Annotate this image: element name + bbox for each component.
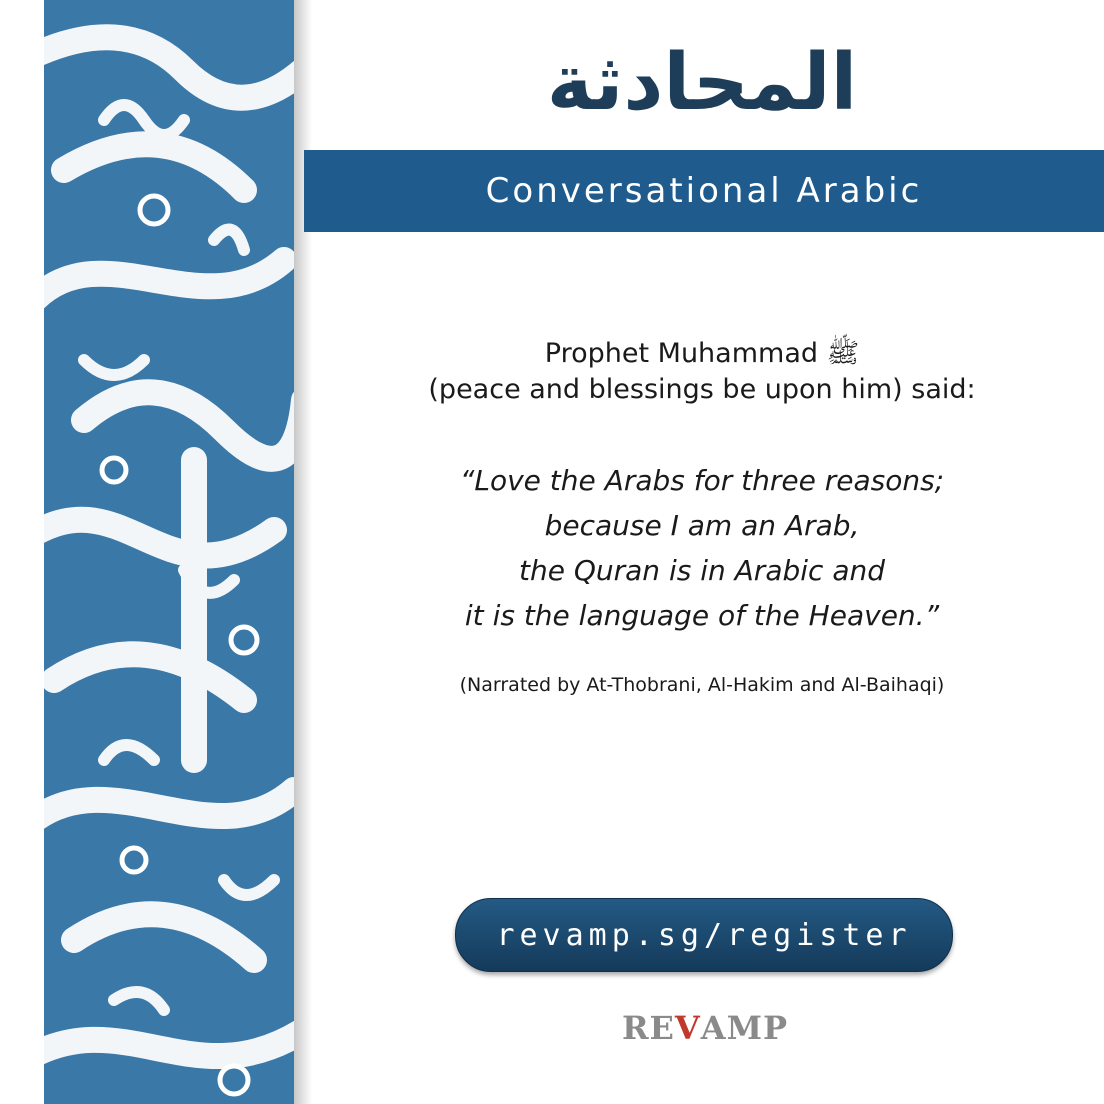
subtitle-text: Conversational Arabic <box>485 171 923 211</box>
citation: (Narrated by At-Thobrani, Al-Hakim and Al-Baihaqi) <box>459 674 945 696</box>
register-link-button[interactable] <box>455 898 953 972</box>
quote-line: because I am an Arab, <box>544 509 860 542</box>
intro-line-2: (peace and blessings be upon him) said: <box>428 374 976 405</box>
revamp-logo <box>600 1008 810 1048</box>
register-link-label: revamp.sg/register <box>496 917 912 953</box>
calligraphy-art-panel <box>0 0 300 1104</box>
quote-line: “Love the Arabs for three reasons; <box>459 464 945 497</box>
quote-block <box>300 336 1104 696</box>
logo-part-3: AMP <box>700 1009 789 1047</box>
calligraphy-pattern-icon <box>44 0 294 1104</box>
hadith-quote <box>300 458 1104 638</box>
quote-line: it is the language of the Heaven.” <box>464 599 940 632</box>
quote-line: the Quran is in Arabic and <box>519 554 885 587</box>
subtitle-band <box>304 150 1104 232</box>
calligraphy-pattern <box>44 0 294 1104</box>
arabic-title: المحادثة <box>546 38 858 128</box>
intro-line-1: Prophet Muhammad ﷺ <box>544 338 860 369</box>
logo-part-1: RE <box>621 1009 675 1047</box>
logo-part-2: V <box>674 1009 701 1047</box>
